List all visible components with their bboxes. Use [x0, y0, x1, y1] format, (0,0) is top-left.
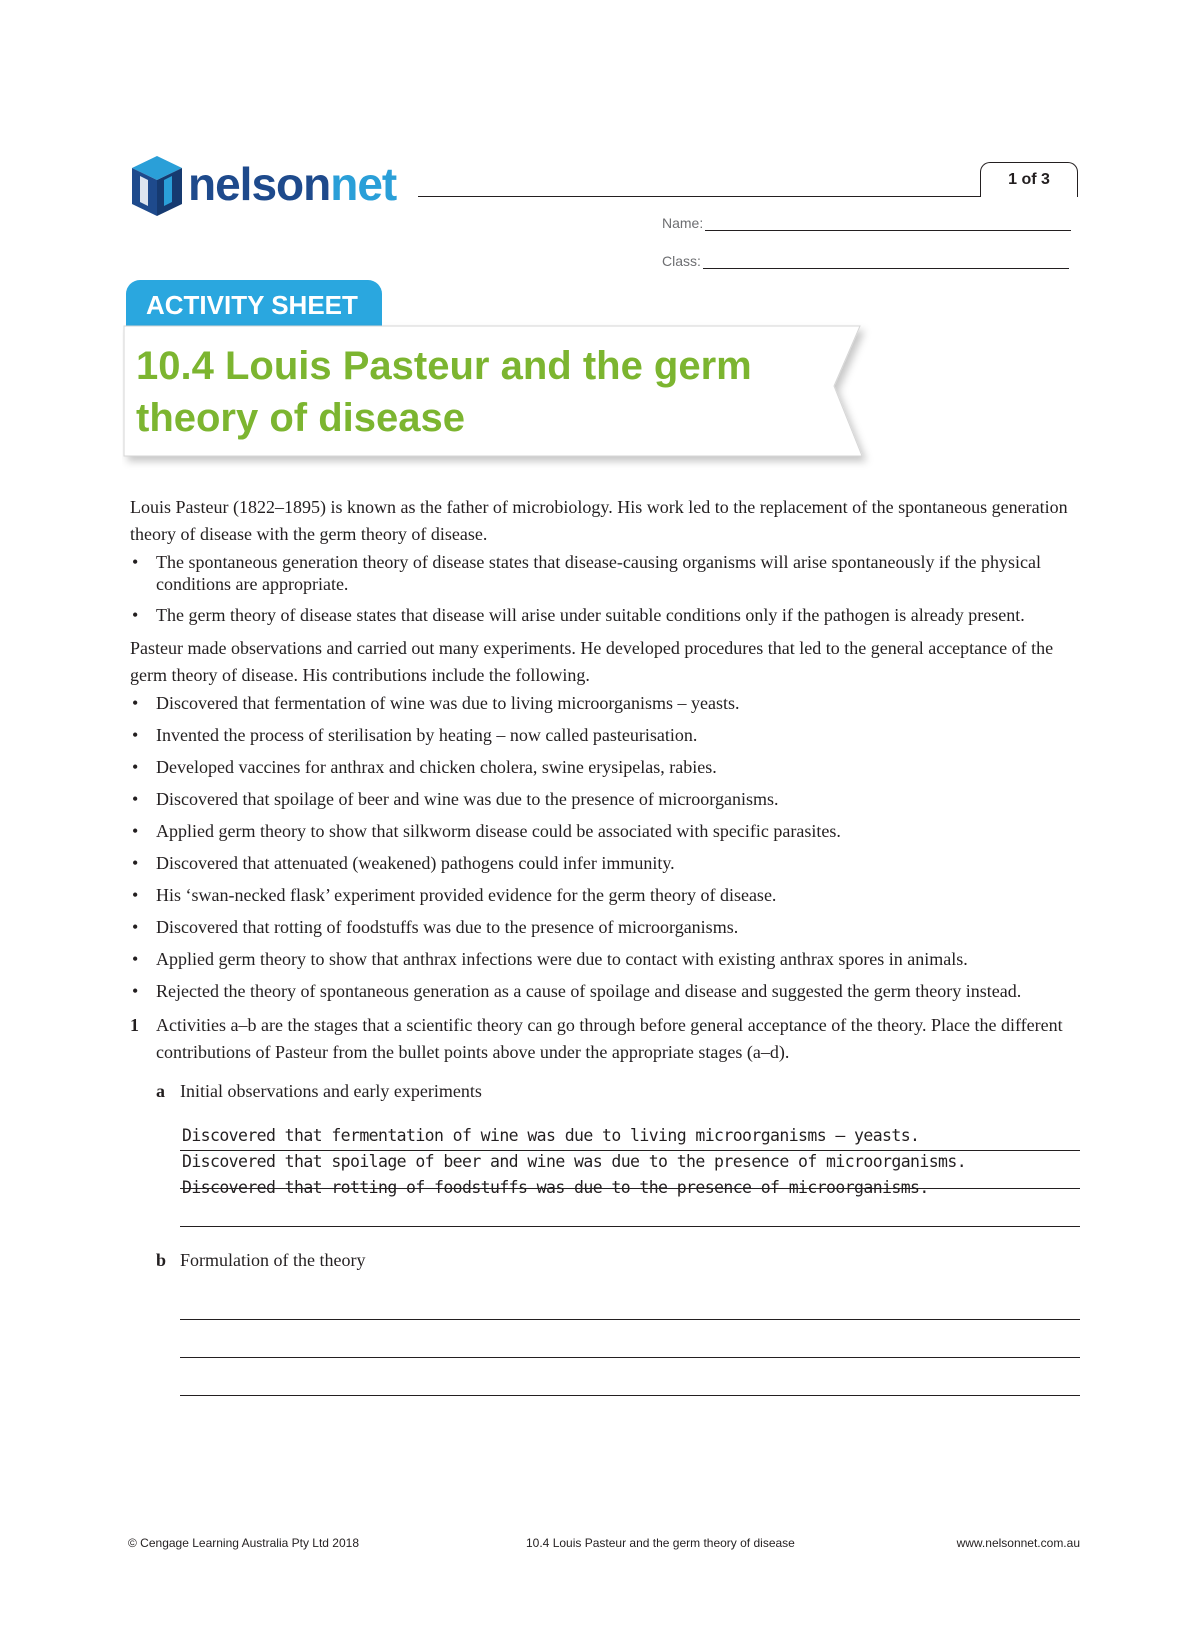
name-field[interactable] — [662, 215, 1071, 231]
answer-line[interactable] — [180, 1320, 1080, 1358]
answer-text-a[interactable]: Discovered that fermentation of wine was due to living microorganisms – yeasts. Discovered that spoilage of beer and wine was due to the presence of microorganisms. Discovered that rotting of foodstuffs was due to the presence of microorganisms. — [182, 1126, 967, 1197]
answer-line[interactable] — [180, 1282, 1080, 1320]
logo-wordmark — [188, 156, 396, 212]
logo-wordmark-part1: nelson — [188, 158, 331, 210]
part-prompt: Initial observations and early experiments — [180, 1081, 482, 1101]
list-item: • Discovered that fermentation of wine was due to living microorganisms – yeasts. — [130, 692, 1080, 714]
question-number: 1 — [130, 1015, 139, 1035]
page-indicator: 1 of 3 — [980, 162, 1078, 197]
logo-wordmark-part2: net — [330, 158, 397, 210]
class-label: Class: — [662, 253, 701, 269]
list-item: • Rejected the theory of spontaneous generation as a cause of spoilage and disease and suggested the germ theory instead. — [130, 980, 1080, 1002]
class-field[interactable] — [662, 253, 1069, 269]
name-label: Name: — [662, 215, 704, 231]
header-rule — [418, 196, 1078, 197]
footer-copyright: © Cengage Learning Australia Pty Ltd 2018 — [128, 1536, 359, 1550]
part-label: b — [156, 1250, 167, 1270]
question-1 — [130, 1012, 1080, 1066]
contributions-list — [130, 692, 1080, 1002]
list-item: • Invented the process of sterilisation by heating – now called pasteurisation. — [130, 724, 1080, 746]
question-1b — [130, 1247, 1080, 1274]
list-item: • His ‘swan-necked flask’ experiment provided evidence for the germ theory of disease. — [130, 884, 1080, 906]
list-item: • Applied germ theory to show that anthrax infections were due to contact with existing anthrax spores in animals. — [130, 948, 1080, 970]
page-title: 10.4 Louis Pasteur and the germ theory of disease — [136, 344, 752, 440]
answer-area-b[interactable] — [180, 1282, 1080, 1396]
part-label: a — [156, 1081, 165, 1101]
name-input-line[interactable] — [705, 216, 1071, 231]
contributions-intro: Pasteur made observations and carried out many experiments. He developed procedures that led to the general acceptance of the germ theory of disease. His contributions include the following. — [130, 638, 1054, 685]
nelsonnet-logo — [128, 152, 418, 224]
answer-area-a[interactable] — [180, 1113, 1080, 1227]
list-item: • Discovered that attenuated (weakened) pathogens could infer immunity. — [130, 852, 1080, 874]
activity-sheet-tag: ACTIVITY SHEET — [126, 280, 382, 330]
question-text: Activities a–b are the stages that a scientific theory can go through before general acceptance of the theory. Place the different contributions of Pasteur from the bullet points above under the appropriate stages (a–d). — [156, 1015, 1063, 1062]
list-item: • The germ theory of disease states that disease will arise under suitable conditions only if the pathogen is already present. — [130, 604, 1080, 626]
list-item: • Discovered that spoilage of beer and wine was due to the presence of microorganisms. — [130, 788, 1080, 810]
footer-website-link[interactable]: www.nelsonnet.com.au — [956, 1536, 1080, 1550]
list-item: • The spontaneous generation theory of disease states that disease-causing organisms will arise spontaneously if the physical conditions are appropriate. — [130, 551, 1080, 595]
list-item: • Developed vaccines for anthrax and chicken cholera, swine erysipelas, rabies. — [130, 756, 1080, 778]
cube-logo-icon — [128, 154, 186, 220]
theories-list — [130, 551, 1080, 626]
part-prompt: Formulation of the theory — [180, 1250, 366, 1270]
list-item: • Applied germ theory to show that silkworm disease could be associated with specific parasites. — [130, 820, 1080, 842]
question-1a — [130, 1078, 1080, 1105]
answer-line[interactable] — [180, 1358, 1080, 1396]
footer-title: 10.4 Louis Pasteur and the germ theory of disease — [526, 1536, 795, 1550]
body-content — [130, 494, 1080, 1396]
class-input-line[interactable] — [703, 254, 1069, 269]
intro-paragraph: Louis Pasteur (1822–1895) is known as the father of microbiology. His work led to the replacement of the spontaneous generation theory of disease with the germ theory of disease. — [130, 497, 1068, 544]
list-item: • Discovered that rotting of foodstuffs was due to the presence of microorganisms. — [130, 916, 1080, 938]
